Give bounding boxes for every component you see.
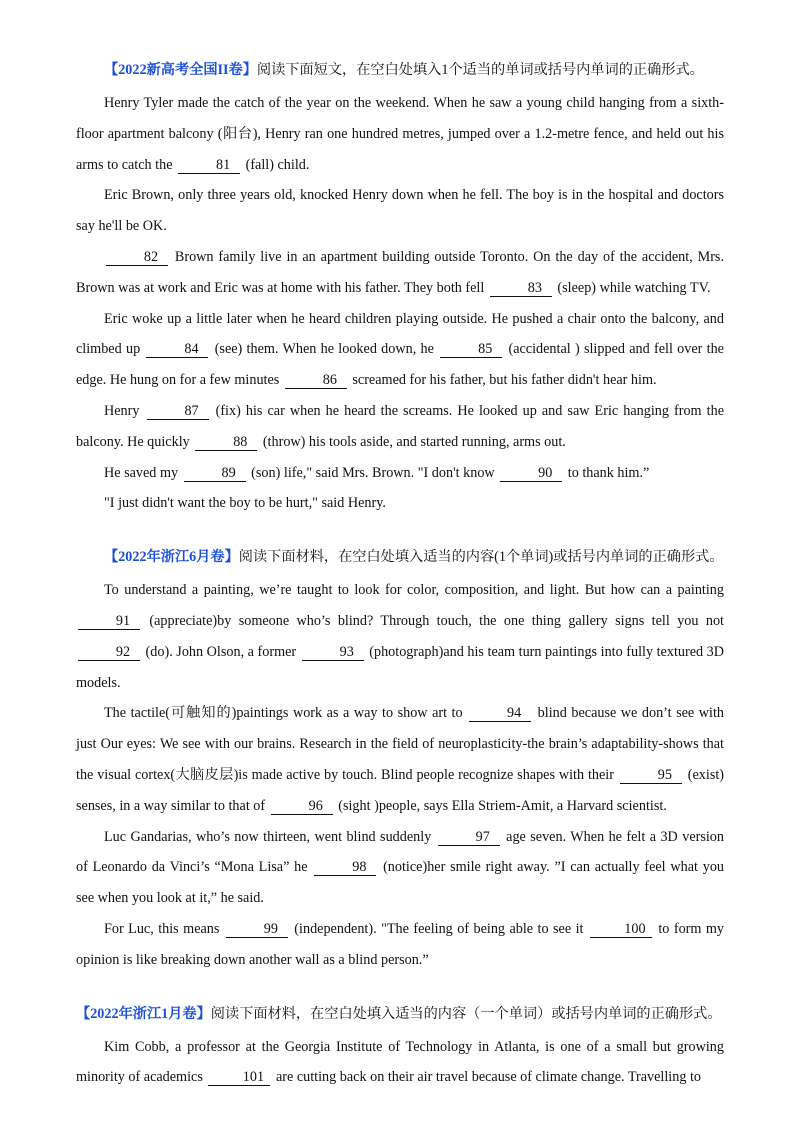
text: screamed for his father, but his father didn't hear him. <box>348 372 657 389</box>
paragraph <box>76 822 724 914</box>
exam-tag: 【2022新高考全国II卷】 <box>104 62 257 78</box>
section-heading <box>76 58 724 82</box>
text: (exist) senses, in a way similar to that of <box>76 766 725 814</box>
text: to thank him.” <box>564 464 650 481</box>
text: (fix) his car when he heard the screams. He looked up and saw Eric hanging from the balcony. He quickly <box>76 402 724 450</box>
paragraph <box>76 396 724 458</box>
instruction-text: 阅读下面材料，在空白处填入适当的内容（一个单词）或括号内单词的正确形式。 <box>210 1005 722 1022</box>
exam-tag: 【2022年浙江1月卷】 <box>76 1005 211 1022</box>
text: He saved my <box>104 464 182 481</box>
paragraph <box>76 698 724 821</box>
document-page <box>76 58 724 1093</box>
blank-99[interactable]: 99 <box>226 922 288 938</box>
section-heading <box>76 545 724 569</box>
blank-87[interactable]: 87 <box>147 404 209 420</box>
blank-81[interactable]: 81 <box>178 158 240 174</box>
paragraph <box>76 304 724 396</box>
text: to form my opinion is like breaking down another wall as a blind person.” <box>76 920 725 968</box>
text: (notice)her smile right away. ”I can actually feel what you see when you look at it,” he said. <box>76 859 725 907</box>
text: blind because we don’t see with just Our eyes: We see with our brains. Research in the field of neuroplasticity-the brain’s adaptability-shows that the visual cortex(大脑皮层)is made active by touch. Blind people recognize shapes with their <box>76 705 724 783</box>
blank-101[interactable]: 101 <box>208 1070 270 1086</box>
paragraph <box>76 458 724 489</box>
text: Brown family live in an apartment building outside Toronto. On the day of the accident, Mrs. Brown was at work and Eric was at home with his father. They both fell <box>76 248 724 296</box>
text: To understand a painting, we’re taught to look for color, composition, and light. But how can a painting <box>104 582 724 599</box>
blank-82[interactable]: 82 <box>106 250 168 266</box>
section-zhejiang-january <box>76 1002 724 1094</box>
text: Eric woke up a little later when he heard children playing outside. He pushed a chair onto the balcony, and climbed up <box>76 310 724 358</box>
section-national-ii <box>76 58 724 519</box>
paragraph <box>76 914 724 976</box>
instruction-text: 阅读下面材料，在空白处填入适当的内容(1个单词)或括号内单词的正确形式。 <box>238 549 724 566</box>
text: (do). John Olson, a former <box>142 643 300 660</box>
blank-94[interactable]: 94 <box>469 706 531 722</box>
blank-96[interactable]: 96 <box>271 799 333 815</box>
paragraph <box>76 242 724 304</box>
blank-83[interactable]: 83 <box>490 281 552 297</box>
exam-tag: 【2022年浙江6月卷】 <box>104 549 239 566</box>
text: (accidental ) slipped and fell over the edge. He hung on for a few minutes <box>76 341 724 389</box>
blank-86[interactable]: 86 <box>285 373 347 389</box>
text: The tactile(可触知的)paintings work as a way to show art to <box>104 705 468 722</box>
paragraph: "I just didn't want the boy to be hurt," said Henry. <box>104 495 386 512</box>
text: are cutting back on their air travel because of climate change. Travelling to <box>272 1069 702 1086</box>
blank-100[interactable]: 100 <box>590 922 652 938</box>
text: (photograph)and his team turn paintings into fully textured 3D models. <box>76 643 724 691</box>
instruction-text: 阅读下面短文，在空白处填入1个适当的单词或括号内单词的正确形式。 <box>256 62 704 78</box>
blank-88[interactable]: 88 <box>195 435 257 451</box>
blank-84[interactable]: 84 <box>146 342 208 358</box>
text: Henry Tyler made the catch of the year on the weekend. When he saw a young child hanging from a sixth-floor apartment balcony (阳台), Henry ran one hundred metres, jumped over a 1.2-metre fence, and held out his arms to catch the <box>76 95 724 173</box>
text: (appreciate)by someone who’s blind? Through touch, the one thing gallery signs tell you not <box>142 612 724 629</box>
blank-91[interactable]: 91 <box>78 614 140 630</box>
section-gap <box>76 976 724 1002</box>
text: (son) life," said Mrs. Brown. "I don't know <box>247 464 499 481</box>
text: (throw) his tools aside, and started running, arms out. <box>259 433 566 450</box>
section-gap <box>76 519 724 545</box>
blank-98[interactable]: 98 <box>314 860 376 876</box>
text: (independent). "The feeling of being able to see it <box>289 920 588 937</box>
blank-97[interactable]: 97 <box>438 830 500 846</box>
blank-85[interactable]: 85 <box>440 342 502 358</box>
text: age seven. When he felt a 3D version of Leonardo da Vinci’s “Mona Lisa” he <box>76 828 724 876</box>
paragraph <box>76 88 724 180</box>
paragraph <box>76 1032 724 1094</box>
text: Kim Cobb, a professor at the Georgia Institute of Technology in Atlanta, is one of a small but growing minority of academics <box>76 1038 724 1086</box>
text: Henry <box>104 402 145 419</box>
text: (sight )people, says Ella Striem-Amit, a Harvard scientist. <box>334 797 667 814</box>
paragraph: Eric Brown, only three years old, knocked Henry down when he fell. The boy is in the hospital and doctors say he'll be OK. <box>76 187 724 235</box>
text: (sleep) while watching TV. <box>553 279 711 296</box>
text: (fall) child. <box>242 156 310 173</box>
section-heading <box>76 1002 724 1026</box>
blank-93[interactable]: 93 <box>302 645 364 661</box>
blank-89[interactable]: 89 <box>184 466 246 482</box>
text: Luc Gandarias, who’s now thirteen, went blind suddenly <box>104 828 436 845</box>
blank-90[interactable]: 90 <box>500 466 562 482</box>
section-zhejiang-june <box>76 545 724 975</box>
blank-92[interactable]: 92 <box>78 645 140 661</box>
blank-95[interactable]: 95 <box>620 768 682 784</box>
text: (see) them. When he looked down, he <box>210 341 439 358</box>
paragraph <box>76 575 724 698</box>
text: For Luc, this means <box>104 920 224 937</box>
